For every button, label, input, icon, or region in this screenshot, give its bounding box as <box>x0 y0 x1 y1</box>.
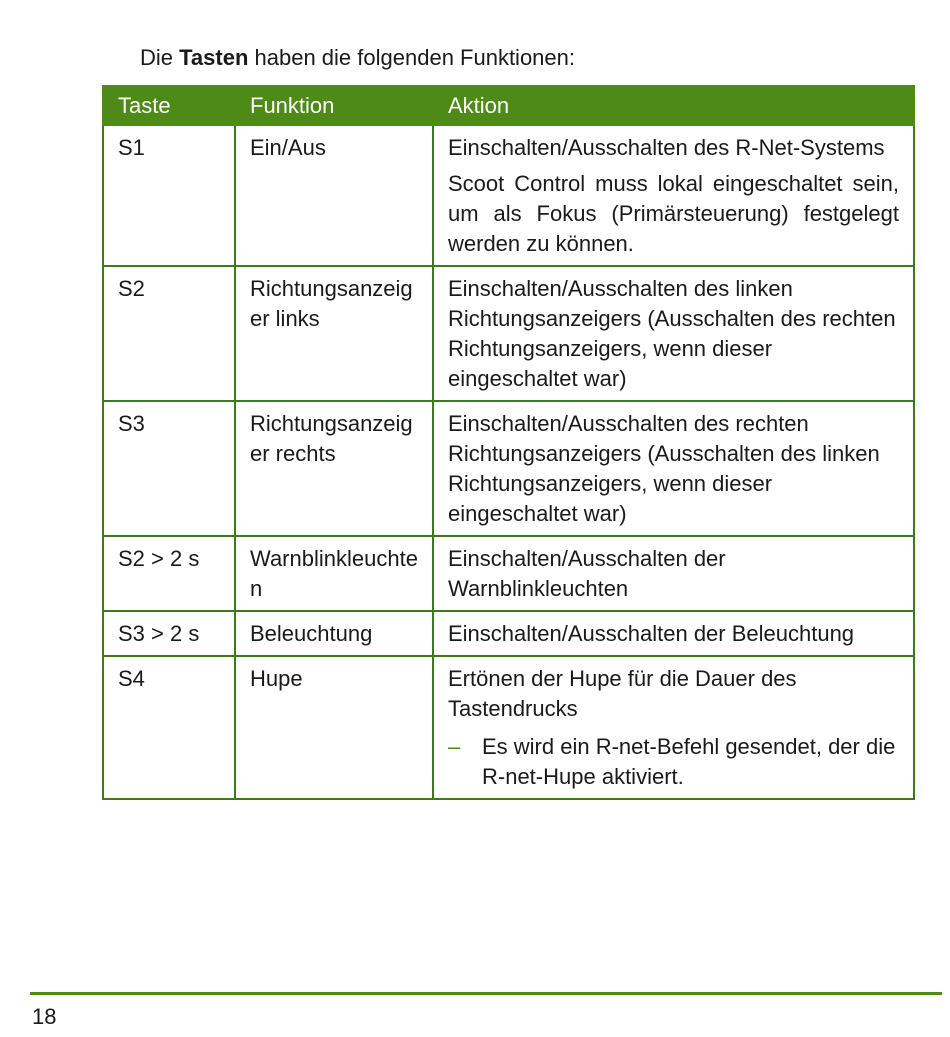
cell-key: S1 <box>103 125 235 266</box>
cell-action: Einschalten/Ausschalten der Warnblinkleuchten <box>433 536 914 611</box>
intro-suffix: haben die folgenden Funktionen: <box>248 45 576 70</box>
table-row <box>103 401 914 536</box>
cell-function: Hupe <box>235 656 433 799</box>
cell-action: Einschalten/Ausschalten der Beleuchtung <box>433 611 914 656</box>
header-funktion: Funktion <box>235 86 433 125</box>
action-note: Scoot Control muss lokal eingeschaltet sein, um als Fokus (Primärsteuerung) festgelegt werden zu können. <box>448 171 899 256</box>
key-function-table <box>102 85 915 800</box>
cell-action <box>433 125 914 266</box>
cell-action: Einschalten/Ausschalten des rechten Richtungsanzeigers (Ausschalten des linken Richtungsanzeigers, wenn dieser eingeschaltet war) <box>433 401 914 536</box>
cell-function: Warnblinkleuchten <box>235 536 433 611</box>
page-number: 18 <box>32 1004 57 1029</box>
cell-function: Beleuchtung <box>235 611 433 656</box>
intro-prefix: Die <box>140 45 180 70</box>
cell-action: Einschalten/Ausschalten des linken Richtungsanzeigers (Ausschalten des rechten Richtungsanzeigers, wenn dieser eingeschaltet war) <box>433 266 914 401</box>
footer-divider <box>30 992 942 995</box>
cell-key: S2 <box>103 266 235 401</box>
action-text: Einschalten/Ausschalten des R-Net-Systems <box>448 135 885 160</box>
bullet-item <box>448 732 899 792</box>
intro-bold: Tasten <box>179 45 249 70</box>
cell-function: Ein/Aus <box>235 125 433 266</box>
table-row <box>103 611 914 656</box>
cell-key: S2 > 2 s <box>103 536 235 611</box>
intro-text <box>140 44 575 72</box>
header-taste: Taste <box>103 86 235 125</box>
table-row <box>103 536 914 611</box>
cell-key: S3 <box>103 401 235 536</box>
table-row <box>103 656 914 799</box>
bullet-text: Es wird ein R-net-Befehl gesendet, der die R-net-Hupe aktiviert. <box>482 734 896 789</box>
cell-key: S4 <box>103 656 235 799</box>
table-header-row <box>103 86 914 125</box>
dash-bullet-icon: – <box>448 734 461 759</box>
cell-function: Richtungsanzeiger links <box>235 266 433 401</box>
cell-key: S3 > 2 s <box>103 611 235 656</box>
cell-action <box>433 656 914 799</box>
header-aktion: Aktion <box>433 86 914 125</box>
cell-function: Richtungsanzeiger rechts <box>235 401 433 536</box>
table-row <box>103 266 914 401</box>
table-row <box>103 125 914 266</box>
action-text: Ertönen der Hupe für die Dauer des Tastendrucks <box>448 666 797 721</box>
